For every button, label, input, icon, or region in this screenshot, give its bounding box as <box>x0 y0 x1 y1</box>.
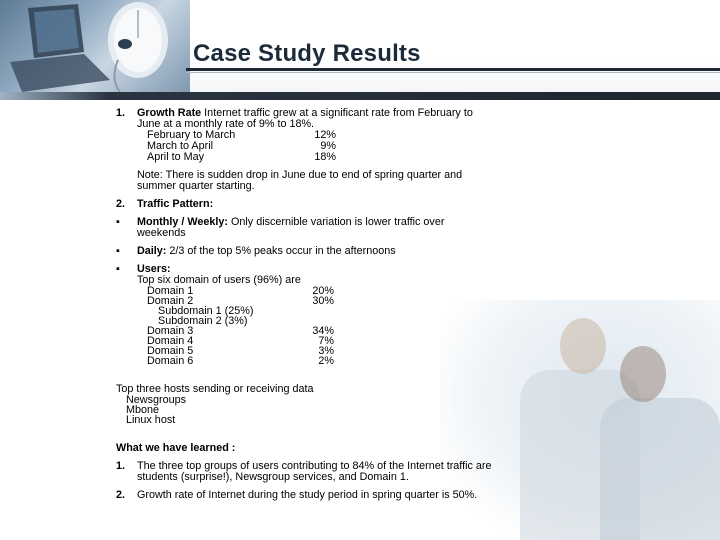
domain-label: Domain 1 <box>147 285 194 297</box>
monthly-text: Only discernible variation is lower traffic over <box>228 216 445 228</box>
daily-line <box>137 246 396 258</box>
growth-row-label: April to May <box>147 151 204 163</box>
learned-text: Growth rate of Internet during the study period in spring quarter is 50%. <box>137 489 478 501</box>
businessman-head-2 <box>620 346 666 402</box>
learned-number: 1. <box>116 460 126 472</box>
host-item: Linux host <box>126 414 176 426</box>
growth-row-value: 9% <box>320 140 336 152</box>
learned-heading: What we have learned : <box>116 442 236 454</box>
monthly-text-2: weekends <box>137 227 186 239</box>
title-rule <box>186 68 720 71</box>
learned-number: 2. <box>116 489 126 501</box>
bullet-icon: ▪ <box>116 245 120 257</box>
subdomain-label: Subdomain 1 (25%) <box>158 305 254 317</box>
page-title: Case Study Results <box>193 40 421 67</box>
title-rule-thin <box>186 72 720 73</box>
header-dark-band <box>0 92 720 100</box>
growth-row-label: February to March <box>147 129 236 141</box>
host-item: Mbone <box>126 404 160 416</box>
host-item: Newsgroups <box>126 394 187 406</box>
domain-value: 2% <box>318 355 334 367</box>
domain-value: 20% <box>312 285 334 297</box>
growth-row-value: 18% <box>314 151 336 163</box>
growth-rate-text-2: June at a monthly rate of 9% to 18%. <box>137 118 315 130</box>
header-band <box>0 0 720 92</box>
section-number: 2. <box>116 198 126 210</box>
section-number: 1. <box>116 107 126 119</box>
domain-value: 7% <box>318 335 334 347</box>
users-label: Users: <box>137 263 171 275</box>
learned-text-2: students (surprise!), Newsgroup services, and Domain 1. <box>137 471 409 483</box>
businessman-head <box>560 318 606 374</box>
subdomain-label: Subdomain 2 (3%) <box>158 315 248 327</box>
bullet-icon: ▪ <box>116 263 120 275</box>
domain-value: 34% <box>312 325 334 337</box>
growth-row-label: March to April <box>147 140 214 152</box>
header-photo-laptop-mouse <box>0 0 190 92</box>
domain-label: Domain 2 <box>147 295 194 307</box>
traffic-pattern-label: Traffic Pattern: <box>137 198 214 210</box>
bullet-icon: ▪ <box>116 216 120 228</box>
note-text-2: summer quarter starting. <box>137 180 255 192</box>
growth-rate-label: Growth Rate <box>137 107 202 119</box>
domain-label: Domain 4 <box>147 335 194 347</box>
domain-label: Domain 3 <box>147 325 194 337</box>
laptop-mouse-image <box>0 0 190 92</box>
domain-label: Domain 5 <box>147 345 194 357</box>
monthly-label: Monthly / Weekly: <box>137 216 228 228</box>
domain-value: 30% <box>312 295 334 307</box>
note-text: Note: There is sudden drop in June due to end of spring quarter and <box>137 169 463 181</box>
learned-text: The three top groups of users contributing to 84% of the Internet traffic are <box>137 460 492 472</box>
daily-text: 2/3 of the top 5% peaks occur in the afternoons <box>166 245 396 257</box>
businessman-figure-2 <box>600 398 720 540</box>
growth-rate-text: Internet traffic grew at a significant rate from February to <box>201 107 473 119</box>
domain-value: 3% <box>318 345 334 357</box>
daily-label: Daily: <box>137 245 167 257</box>
users-text: Top six domain of users (96%) are <box>137 274 301 286</box>
hosts-heading: Top three hosts sending or receiving data <box>116 383 314 395</box>
domain-label: Domain 6 <box>147 355 194 367</box>
growth-row-value: 12% <box>314 129 336 141</box>
